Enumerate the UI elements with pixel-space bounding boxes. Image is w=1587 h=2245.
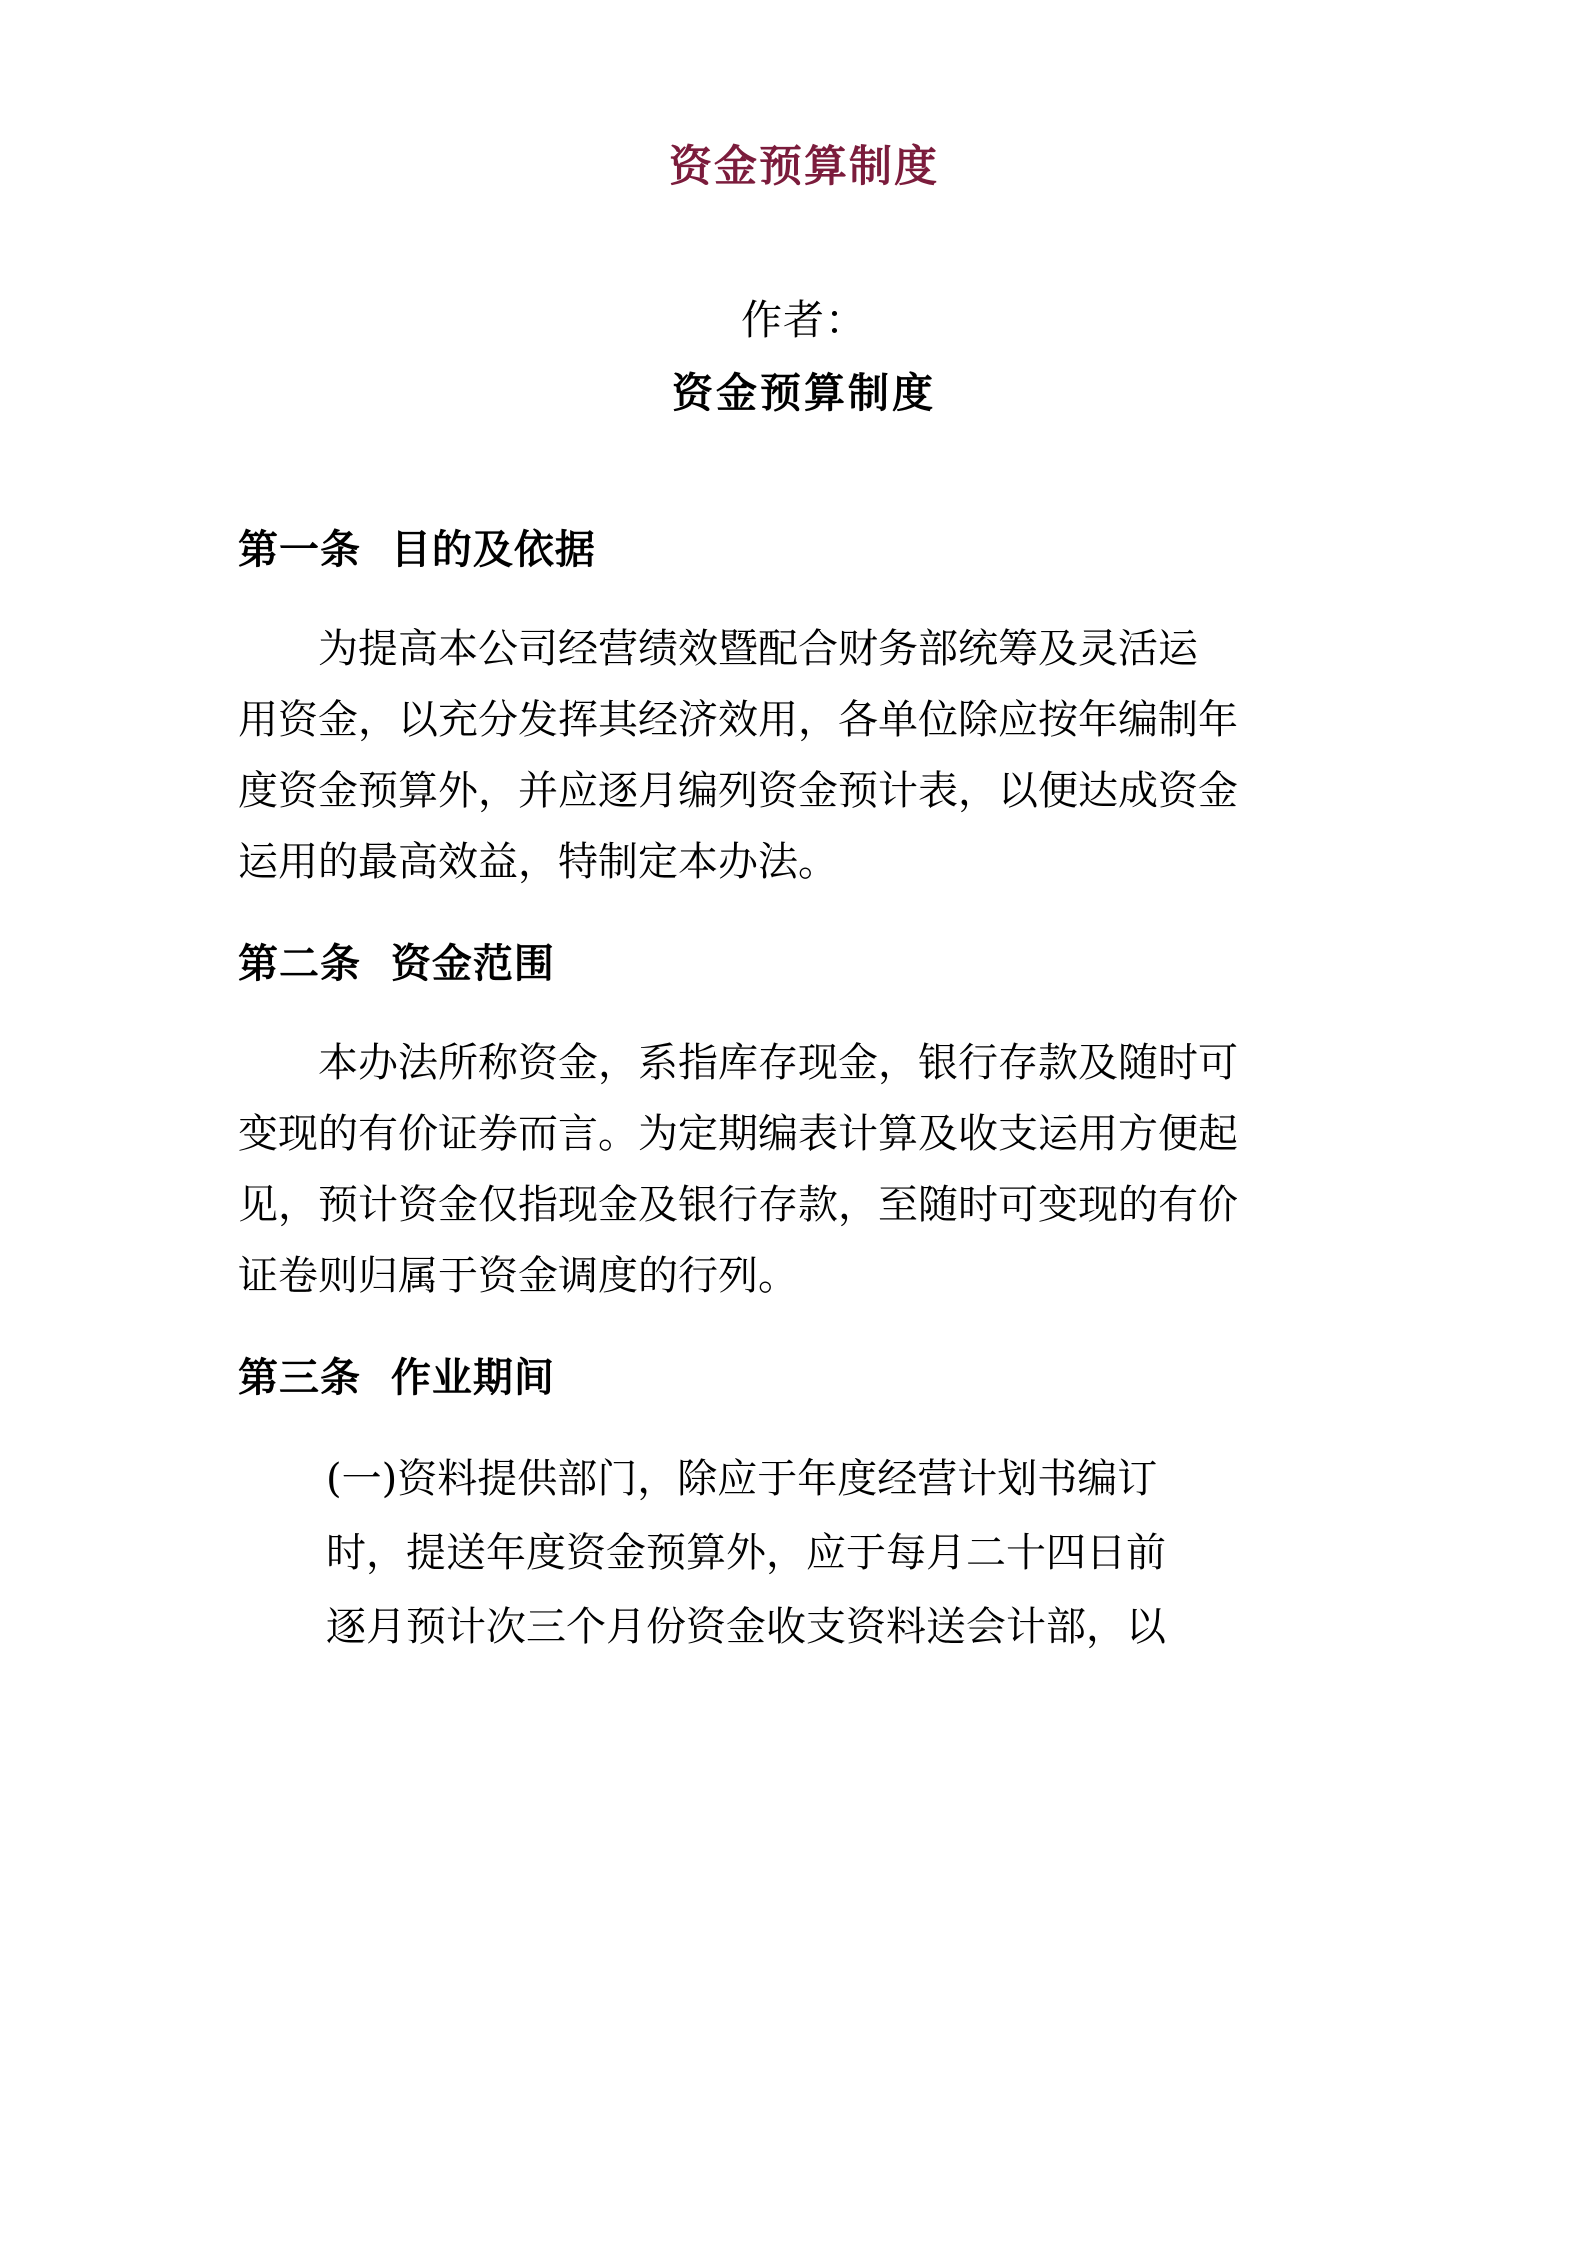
section-heading-2: 第二条 资金范围: [238, 939, 555, 987]
list-item-line: (一)资料提供部门，除应于年度经营计划书编订: [326, 1455, 1158, 1502]
spacer: [238, 570, 1370, 614]
paragraph-line: 本办法所称资金，系指库存现金，银行存款及随时可: [238, 1039, 1238, 1086]
paragraph-line: 度资金预算外，并应逐月编列资金预计表，以便达成资金: [238, 767, 1238, 814]
spacer: [238, 1398, 1370, 1442]
paragraph-line: 变现的有价证券而言。为定期编表计算及收支运用方便起: [238, 1110, 1238, 1157]
document-body: [238, 418, 1370, 1664]
document-subtitle: 资金预算制度: [672, 368, 936, 417]
spacer: [238, 898, 1370, 944]
section-paragraph-2: [238, 1028, 1370, 1312]
spacer: [238, 984, 1370, 1028]
paragraph-line: 运用的最高效益，特制定本办法。: [238, 838, 838, 885]
document-content: [238, 0, 1370, 1664]
list-item-line: 逐月预计次三个月份资金收支资料送会计部，以: [326, 1603, 1166, 1650]
paragraph-line: 见，预计资金仅指现金及银行存款，至随时可变现的有价: [238, 1181, 1238, 1228]
paragraph-line: 为提高本公司经营绩效暨配合财务部统筹及灵活运: [238, 625, 1198, 672]
list-item: [238, 1442, 1370, 1664]
paragraph-line: 用资金，以充分发挥其经济效用，各单位除应按年编制年: [238, 696, 1238, 743]
section-paragraph-1: [238, 614, 1370, 898]
paragraph-line: 证卷则归属于资金调度的行列。: [238, 1252, 798, 1299]
page-title: 资金预算制度: [669, 142, 939, 192]
spacer: [238, 1312, 1370, 1358]
section-heading-3: 第三条 作业期间: [238, 1353, 555, 1401]
author-label: 作者：: [741, 295, 867, 344]
list-item-line: 时，提送年度资金预算外，应于每月二十四日前: [326, 1529, 1166, 1576]
section-heading-1: 第一条 目的及依据: [238, 525, 596, 573]
